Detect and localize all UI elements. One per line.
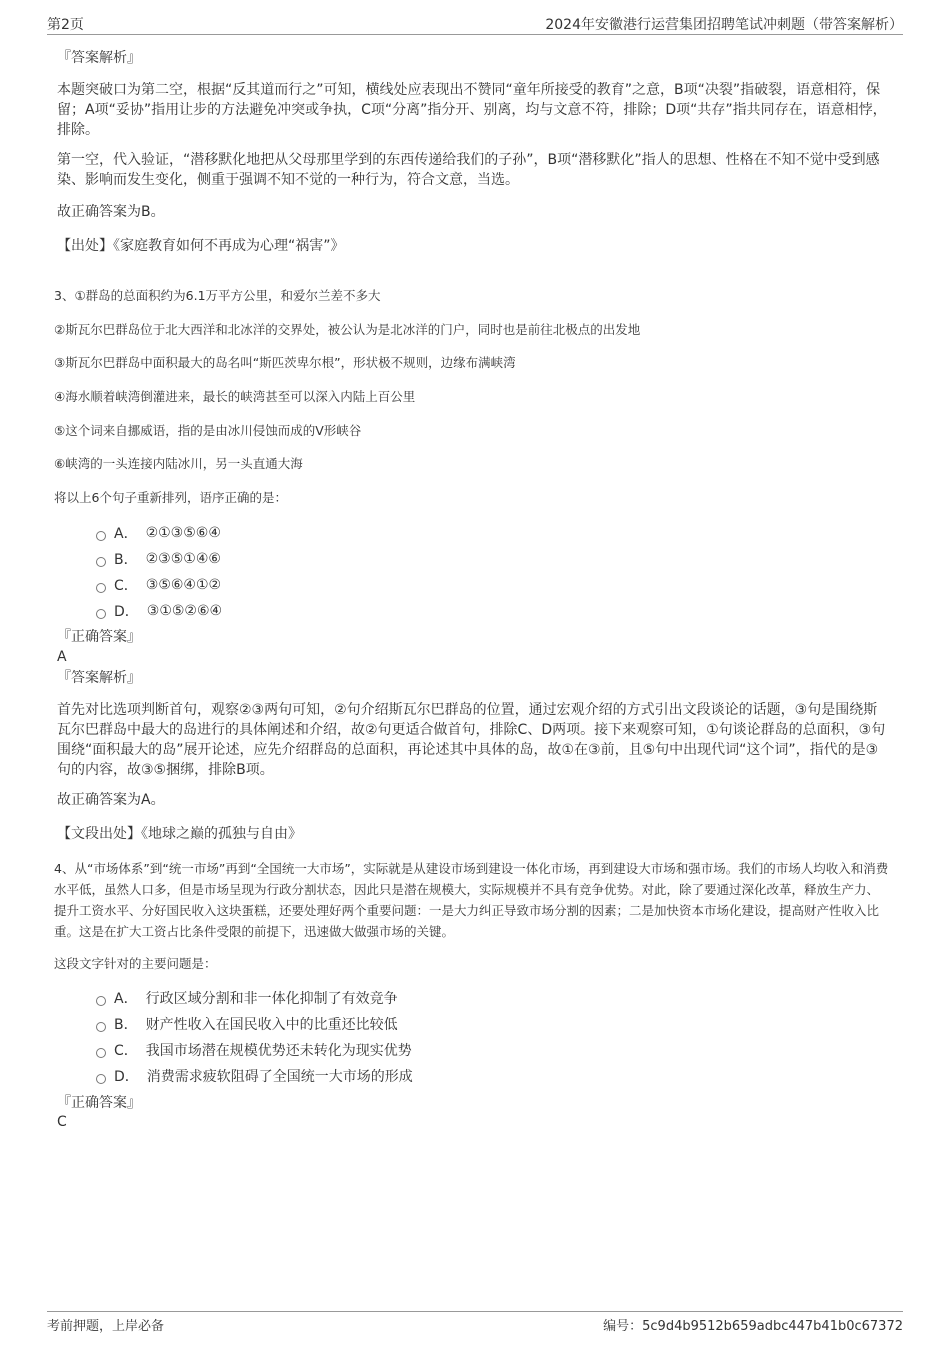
option-letter: C． (114, 578, 138, 594)
q4-answer-label: 『正确答案』 (57, 1095, 141, 1111)
page-header (47, 12, 903, 35)
option-text: 行政区域分割和非一体化抑制了有效竞争 (145, 991, 398, 1007)
option-text: 我国市场潜在规模优势还未转化为现实优势 (145, 1043, 412, 1059)
q4-stem: 4、从“市场体系”到“统一市场”再到“全国统一大市场”，实际就是从建设市场到建设一体化市场，再到建设大市场和强市场。我们的市场人均收入和消费水平低，虽然人口多，但是市场呈现为行政分割状态，因此只是潜在规模大，实际规模并不具有竞争优势。对此，除了要通过深化改革，释放生产力、提升工资水平、分好国民收入这块蛋糕，还要处理好两个重要问题：一是大力纠正导致市场分割的因素；二是加快资本市场化建设，提高财产性收入比重。这是在扩大工资占比条件受限的前提下，迅速做大做强市场的关键。 (54, 861, 889, 939)
radio-icon[interactable] (96, 557, 106, 567)
q3-sentence-4: ④海水顺着峡湾倒灌进来，最长的峡湾甚至可以深入内陆上百公里 (54, 389, 416, 404)
radio-icon[interactable] (96, 583, 106, 593)
q3-conclusion: 故正确答案为A。 (57, 792, 165, 808)
q3-sentence-1: 3、①群岛的总面积约为6.1万平方公里，和爱尔兰差不多大 (54, 288, 381, 303)
q4-option-b[interactable] (96, 1011, 696, 1037)
document-title: 2024年安徽港行运营集团招聘笔试冲刺题（带答案解析） (545, 17, 903, 33)
radio-icon[interactable] (96, 1048, 106, 1058)
option-text: ③⑤⑥④①② (145, 577, 222, 593)
q3-sentence-5: ⑤这个词来自挪威语，指的是由冰川侵蚀而成的V形峡谷 (54, 423, 362, 438)
q2-analysis-label: 『答案解析』 (57, 50, 141, 66)
document-id: 编号：5c9d4b9512b659adbc447b41b0c67372 (603, 1319, 903, 1334)
option-text: ③①⑤②⑥④ (146, 603, 223, 619)
q2-conclusion: 故正确答案为B。 (57, 204, 165, 220)
option-text: ②③⑤①④⑥ (145, 551, 221, 567)
footer-slogan: 考前押题，上岸必备 (47, 1319, 165, 1334)
q3-options (96, 520, 696, 624)
q3-analysis-label: 『答案解析』 (57, 670, 141, 686)
q3-sentence-3: ③斯瓦尔巴群岛中面积最大的岛名叫“斯匹茨卑尔根”，形状极不规则，边缘布满峡湾 (54, 355, 516, 370)
q3-sentence-6: ⑥峡湾的一头连接内陆冰川，另一头直通大海 (54, 456, 303, 471)
q3-option-b[interactable] (96, 546, 696, 572)
q3-answer: A (57, 649, 67, 665)
q4-prompt: 这段文字针对的主要问题是： (54, 956, 217, 971)
q4-option-d[interactable] (96, 1063, 696, 1089)
option-letter: B． (114, 552, 138, 568)
q4-options (96, 985, 696, 1089)
q3-prompt: 将以上6个句子重新排列，语序正确的是： (54, 490, 287, 505)
radio-icon[interactable] (96, 531, 106, 541)
radio-icon[interactable] (96, 609, 106, 619)
q4-option-a[interactable] (96, 985, 696, 1011)
option-text: ②①③⑤⑥④ (145, 525, 221, 541)
option-letter: D． (114, 1069, 139, 1085)
option-letter: D． (114, 604, 139, 620)
page-number: 第2页 (47, 17, 84, 33)
option-letter: C． (114, 1043, 138, 1059)
option-letter: A． (114, 526, 138, 542)
q3-source: 【文段出处】《地球之巅的孤独与自由》 (57, 826, 302, 842)
option-text: 消费需求疲软阻碍了全国统一大市场的形成 (146, 1069, 413, 1085)
q3-analysis: 首先对比选项判断首句，观察②③两句可知，②句介绍斯瓦尔巴群岛的位置，通过宏观介绍的方式引出文段谈论的话题，③句是围绕斯瓦尔巴群岛中最大的岛进行的具体阐述和介绍，故②句更适合做首句，排除C、D两项。接下来观察可知，①句谈论群岛的总面积，③句围绕“面积最大的岛”展开论述，应先介绍群岛的总面积，再论述其中具体的岛，故①在③前，且⑤句中出现代词“这个词”，指代的是③句的内容，故③⑤捆绑，排除B项。 (57, 702, 886, 778)
q3-option-a[interactable] (96, 520, 696, 546)
q3-option-c[interactable] (96, 572, 696, 598)
q2-analysis-paragraph-2: 第一空，代入验证，“潜移默化地把从父母那里学到的东西传递给我们的子孙”，B项“潜移默化”指人的思想、性格在不知不觉中受到感染、影响而发生变化，侧重于强调不知不觉的一种行为，符合文意，当选。 (57, 152, 880, 188)
option-letter: A． (114, 991, 138, 1007)
q2-analysis-paragraph-1: 本题突破口为第二空，根据“反其道而行之”可知，横线处应表现出不赞同“童年所接受的教育”之意，B项“决裂”指破裂，语意相符，保留；A项“妥协”指用让步的方法避免冲突或争执，C项“分离”指分开、别离，均与文意不符，排除；D项“共存”指共同存在，语意相悖，排除。 (57, 82, 887, 138)
q3-option-d[interactable] (96, 598, 696, 624)
radio-icon[interactable] (96, 996, 106, 1006)
q2-source: 【出处】《家庭教育如何不再成为心理“祸害”》 (57, 238, 345, 254)
q3-sentence-2: ②斯瓦尔巴群岛位于北大西洋和北冰洋的交界处，被公认为是北冰洋的门户，同时也是前往北极点的出发地 (54, 322, 641, 337)
radio-icon[interactable] (96, 1074, 106, 1084)
q4-option-c[interactable] (96, 1037, 696, 1063)
option-letter: B． (114, 1017, 138, 1033)
option-text: 财产性收入在国民收入中的比重还比较低 (145, 1017, 398, 1033)
q3-answer-label: 『正确答案』 (57, 629, 141, 645)
radio-icon[interactable] (96, 1022, 106, 1032)
page-footer (47, 1311, 903, 1334)
q4-answer: C (57, 1114, 67, 1130)
